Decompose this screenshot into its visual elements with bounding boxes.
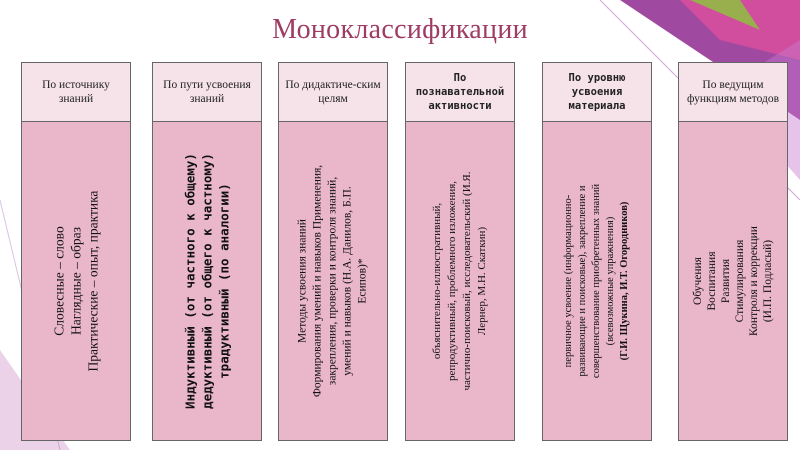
text-line: закрепления, проверки и контроля знаний, [326,176,339,386]
text-line: умений и навыков (Н.А. Данилов, Б.П. [341,186,354,376]
column-path [152,62,262,441]
column-body [542,122,652,441]
column-functions [678,62,788,441]
text-line: Индуктивный (от частного к общему) [182,153,198,409]
column-didactic [278,62,388,441]
column-header: По познавательной активности [405,62,515,122]
text-line: Обучения [692,257,704,305]
text-line: Развития [720,258,732,304]
page-title: Моноклассификации [272,14,528,45]
column-body [21,122,131,441]
text-line: Словесные – слово [51,226,67,336]
text-line: (И.П. Подласый) [762,239,774,323]
column-level [542,62,652,441]
column-text [430,126,490,436]
text-line: дедуктивный (от общего к частному) [199,153,215,409]
text-line: традуктивный (по аналогии) [216,183,232,379]
text-line: развивающие и поисковые), закрепление и [577,185,588,377]
column-header: По уровню усвоения материала [542,62,652,122]
text-line: Практические – опыт, практика [85,190,101,372]
column-text [562,126,632,436]
column-text [182,126,233,436]
text-line: (всевозможные упражнения) [605,216,616,346]
text-line: Контроля и коррекции [748,226,760,336]
text-line: первичное усвоение (информационно- [563,194,574,368]
column-source [21,62,131,441]
column-body [678,122,788,441]
column-activity [405,62,515,441]
column-body [278,122,388,441]
text-line: Формирования умений и навыков Применения, [311,164,324,398]
column-text [296,126,371,436]
text-line: Воспитания [706,251,718,311]
text-line: репродуктивный, проблемного изложения, [446,180,458,382]
column-header: По пути усвоения знаний [152,62,262,122]
text-line: объяснительно-иллюстративный, [431,202,443,360]
column-header: По ведущим функциям методов [678,62,788,122]
text-line: совершенствование приобретенных знаний [591,183,602,379]
text-line: Лернер, М.Н. Скаткин) [476,226,488,336]
text-line: (Г.И. Щукина, И.Т. Огородников) [619,201,630,361]
column-body [152,122,262,441]
text-line: Методы усвоения знаний [296,219,309,343]
column-header: По источнику знаний [21,62,131,122]
text-line: частично-поисковый, исследовательский (И.Я. [461,171,473,391]
text-line: Стимулирования [734,239,746,323]
text-line: Наглядные – образ [68,227,84,335]
text-line: Есипов)* [356,258,369,304]
column-header: По дидактиче-ским целям [278,62,388,122]
column-body [405,122,515,441]
column-text [51,131,102,431]
column-text [691,126,775,436]
